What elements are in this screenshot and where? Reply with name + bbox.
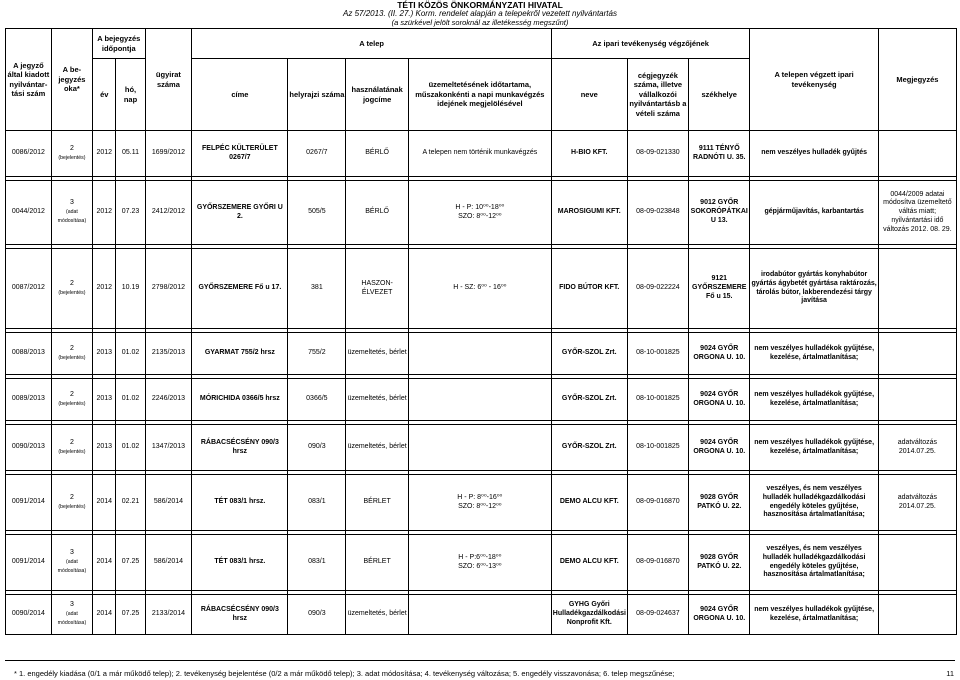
- cell-vegzo-neve: DEMO ALCU KFT.: [551, 475, 627, 531]
- cell-ho-nap: 01.02: [116, 379, 145, 421]
- bejegyzes-oka-kod: 2: [69, 493, 74, 501]
- cell-ev: 2012: [93, 181, 116, 245]
- cell-ugyirat: 1699/2012: [145, 131, 192, 177]
- col-ev: év: [93, 59, 116, 131]
- col-megjegyzes: Megjegyzés: [878, 29, 956, 131]
- cell-jogcim: BÉRLET: [346, 535, 409, 591]
- uzemeltetes-sor-2: SZO: 6⁰⁰-13⁰⁰: [458, 562, 502, 570]
- bejegyzes-oka-megjegyzes: (bejelentés): [58, 289, 86, 296]
- cell-ho-nap: 10.19: [116, 249, 145, 329]
- table-row: [6, 475, 957, 531]
- cell-szekhely: 9024 GYŐR ORGONA U. 10.: [689, 379, 750, 421]
- cell-cegjegyzek: 08-09-016870: [627, 535, 688, 591]
- cell-telep-cime: GYARMAT 755/2 hrsz: [192, 333, 288, 375]
- col-ugyirat: ügyirat száma: [145, 29, 192, 131]
- cell-bejegyzes-oka: [51, 131, 92, 177]
- uzemeltetes-sor-2: SZO: 8⁰⁰-12⁰⁰: [458, 502, 502, 510]
- cell-cegjegyzek: 08-09-016870: [627, 475, 688, 531]
- cell-telep-cime: TÉT 083/1 hrsz.: [192, 535, 288, 591]
- bejegyzes-oka-kod: 3: [69, 549, 74, 557]
- cell-vegzo-neve: H-BIO KFT.: [551, 131, 627, 177]
- cell-helyrajzi-szam: 0267/7: [288, 131, 346, 177]
- bejegyzes-oka-kod: 2: [69, 438, 74, 446]
- cell-telep-cime: MÓRICHIDA 0366/5 hrsz: [192, 379, 288, 421]
- cell-vegzo-neve: GYŐR-SZOL Zrt.: [551, 333, 627, 375]
- cell-ugyirat: 2412/2012: [145, 181, 192, 245]
- uzemeltetes-sor-1: H - P: 8⁰⁰-16⁰⁰: [457, 493, 503, 501]
- cell-ev: 2014: [93, 475, 116, 531]
- cell-helyrajzi-szam: 083/1: [288, 535, 346, 591]
- col-bejegyzes-idopontja: A bejegyzés időpontja: [93, 29, 145, 59]
- col-hasznalat: használatának jogcíme: [346, 59, 409, 131]
- uzemeltetes-sor-1: H - SZ: 6⁰⁰ - 16⁰⁰: [453, 284, 507, 292]
- cell-megjegyzes: adatváltozás 2014.07.25.: [878, 425, 956, 471]
- cell-uzemeltetes-ideje: [408, 333, 551, 375]
- col-ipari: Az ipari tevékenység végzőjének: [551, 29, 750, 59]
- cell-nyilvantartasi-szam: 0090/2013: [6, 425, 52, 471]
- cell-ho-nap: 01.02: [116, 333, 145, 375]
- cell-ho-nap: 07.25: [116, 595, 145, 635]
- cell-ho-nap: 07.23: [116, 181, 145, 245]
- col-tevekenyseg: A telepen végzett ipari tevékenység: [750, 29, 878, 131]
- cell-ev: 2014: [93, 535, 116, 591]
- col-neve: neve: [551, 59, 627, 131]
- cell-telep-cime: RÁBACSÉCSÉNY 090/3 hrsz: [192, 425, 288, 471]
- bejegyzes-oka-megjegyzes: (adat módosítása): [57, 559, 87, 574]
- cell-jogcim: BÉRLET: [346, 475, 409, 531]
- cell-bejegyzes-oka: [51, 249, 92, 329]
- cell-megjegyzes: [878, 535, 956, 591]
- cell-ugyirat: 2135/2013: [145, 333, 192, 375]
- cell-helyrajzi-szam: 090/3: [288, 595, 346, 635]
- cell-vegzo-neve: DEMO ALCU KFT.: [551, 535, 627, 591]
- bejegyzes-oka-kod: 3: [69, 601, 74, 609]
- cell-vegzo-neve: MAROSIGUMI KFT.: [551, 181, 627, 245]
- cell-megjegyzes: adatváltozás 2014.07.25.: [878, 475, 956, 531]
- col-helyrajzi: helyrajzi száma: [288, 59, 346, 131]
- cell-ho-nap: 05.11: [116, 131, 145, 177]
- document-subtitle: Az 57/2013. (II. 27.) Korm. rendelet alapján a telepekről vezetett nyilvántartás: [343, 9, 617, 18]
- col-cegjegyzek: cégjegyzék száma, illetve vállalkozói nyilvántartásb a vételi száma: [627, 59, 688, 131]
- cell-megjegyzes: [878, 249, 956, 329]
- cell-ho-nap: 01.02: [116, 425, 145, 471]
- cell-ho-nap: 07.25: [116, 535, 145, 591]
- table-row: [6, 249, 957, 329]
- cell-tevekenyseg: veszélyes, és nem veszélyes hulladék hulladékgazdálkodási engedély köteles gyűjtése, hasznosítása ártalmatlanítása;: [750, 475, 878, 531]
- cell-jogcim: üzemeltetés, bérlet: [346, 595, 409, 635]
- uzemeltetes-sor-1: A telepen nem történik munkavégzés: [422, 149, 538, 157]
- cell-tevekenyseg: nem veszélyes hulladékok gyűjtése, kezelése, ártalmatlanítása;: [750, 595, 878, 635]
- cell-jogcim: üzemeltetés, bérlet: [346, 333, 409, 375]
- cell-uzemeltetes-ideje: [408, 249, 551, 329]
- cell-jogcim: üzemeltetés, bérlet: [346, 425, 409, 471]
- cell-helyrajzi-szam: 755/2: [288, 333, 346, 375]
- cell-ev: 2014: [93, 595, 116, 635]
- cell-helyrajzi-szam: 381: [288, 249, 346, 329]
- cell-nyilvantartasi-szam: 0090/2014: [6, 595, 52, 635]
- cell-jogcim: HASZON-ÉLVEZET: [346, 249, 409, 329]
- cell-ugyirat: 586/2014: [145, 535, 192, 591]
- office-title: TÉTI KÖZÖS ÖNKORMÁNYZATI HIVATAL: [397, 0, 563, 10]
- footer-divider: [5, 660, 955, 661]
- bejegyzes-oka-megjegyzes: (bejelentés): [58, 354, 86, 361]
- uzemeltetes-sor-2: SZO: 8⁰⁰-12⁰⁰: [458, 212, 502, 220]
- cell-ugyirat: 586/2014: [145, 475, 192, 531]
- bejegyzes-oka-kod: 3: [69, 199, 74, 207]
- cell-vegzo-neve: GYHG Győri Hulladékgazdálkodási Nonprofit Kft.: [551, 595, 627, 635]
- cell-uzemeltetes-ideje: [408, 131, 551, 177]
- col-ho-nap: hó, nap: [116, 59, 145, 131]
- cell-cegjegyzek: 08-09-023848: [627, 181, 688, 245]
- cell-szekhely: 9024 GYŐR ORGONA U. 10.: [689, 333, 750, 375]
- cell-helyrajzi-szam: 0366/5: [288, 379, 346, 421]
- cell-megjegyzes: 0044/2009 adatai módosítva üzemeltető váltás miatt; nyilvántartási idő változás 2012. 08. 29.: [878, 181, 956, 245]
- cell-cegjegyzek: 08-09-021330: [627, 131, 688, 177]
- cell-tevekenyseg: gépjárműjavítás, karbantartás: [750, 181, 878, 245]
- cell-ugyirat: 1347/2013: [145, 425, 192, 471]
- col-telep: A telep: [192, 29, 551, 59]
- cell-ev: 2012: [93, 131, 116, 177]
- cell-nyilvantartasi-szam: 0086/2012: [6, 131, 52, 177]
- bejegyzes-oka-megjegyzes: (bejelentés): [58, 503, 86, 510]
- cell-cegjegyzek: 08-09-022224: [627, 249, 688, 329]
- cell-uzemeltetes-ideje: [408, 425, 551, 471]
- cell-helyrajzi-szam: 505/5: [288, 181, 346, 245]
- cell-ugyirat: 2798/2012: [145, 249, 192, 329]
- bejegyzes-oka-megjegyzes: (bejelentés): [58, 448, 86, 455]
- table-row: [6, 425, 957, 471]
- footer-legend: * 1. engedély kiadása (0/1 a már működő telep); 2. tevékenység bejelentése (0/2 a már működő telep); 3. adat módosítása; 4. tevékenység változása; 5. engedély visszavonása; 6. telep megszűnése;: [14, 669, 675, 678]
- table-row: [6, 379, 957, 421]
- register-table: [5, 28, 957, 635]
- cell-nyilvantartasi-szam: 0088/2013: [6, 333, 52, 375]
- cell-bejegyzes-oka: [51, 333, 92, 375]
- uzemeltetes-sor-1: H - P:6⁰⁰-18⁰⁰: [458, 553, 502, 561]
- bejegyzes-oka-megjegyzes: (adat módosítása): [57, 209, 87, 224]
- cell-tevekenyseg: nem veszélyes hulladékok gyűjtése, kezelése, ártalmatlanítása;: [750, 425, 878, 471]
- cell-megjegyzes: [878, 333, 956, 375]
- cell-jogcim: BÉRLŐ: [346, 131, 409, 177]
- cell-szekhely: 9024 GYŐR ORGONA U. 10.: [689, 425, 750, 471]
- cell-nyilvantartasi-szam: 0091/2014: [6, 475, 52, 531]
- cell-cegjegyzek: 08-09-024637: [627, 595, 688, 635]
- table-row: [6, 595, 957, 635]
- cell-uzemeltetes-ideje: [408, 181, 551, 245]
- cell-bejegyzes-oka: [51, 595, 92, 635]
- cell-tevekenyseg: nem veszélyes hulladék gyűjtés: [750, 131, 878, 177]
- col-bejegyzes-oka: A be-jegyzés oka*: [51, 29, 92, 131]
- page-number: 11: [946, 669, 954, 678]
- bejegyzes-oka-megjegyzes: (adat módosítása): [57, 611, 87, 626]
- cell-nyilvantartasi-szam: 0087/2012: [6, 249, 52, 329]
- bejegyzes-oka-megjegyzes: (bejelentés): [58, 154, 86, 161]
- cell-szekhely: 9111 TÉNYŐ RADNÓTI U. 35.: [689, 131, 750, 177]
- register-body: [6, 131, 957, 635]
- cell-tevekenyseg: irodabútor gyártás konyhabútor gyártás ágybetét gyártása raktározás, tárolás bútor, lakberendezési tárgy javítása: [750, 249, 878, 329]
- cell-tevekenyseg: nem veszélyes hulladékok gyűjtése, kezelése, ártalmatlanítása;: [750, 379, 878, 421]
- cell-telep-cime: GYŐRSZEMERE GYŐRI U 2.: [192, 181, 288, 245]
- cell-szekhely: 9028 GYŐR PATKÓ U. 22.: [689, 475, 750, 531]
- col-uzemeltetes: üzemeltetésének időtartama, műszakonkénti a napi munkavégzés idejének megjelölésével: [408, 59, 551, 131]
- cell-ho-nap: 02.21: [116, 475, 145, 531]
- cell-uzemeltetes-ideje: [408, 475, 551, 531]
- cell-jogcim: üzemeltetés, bérlet: [346, 379, 409, 421]
- cell-nyilvantartasi-szam: 0091/2014: [6, 535, 52, 591]
- cell-vegzo-neve: GYŐR-SZOL Zrt.: [551, 379, 627, 421]
- bejegyzes-oka-kod: 2: [69, 144, 74, 152]
- bejegyzes-oka-kod: 2: [69, 279, 74, 287]
- cell-telep-cime: GYŐRSZEMERE Fő u 17.: [192, 249, 288, 329]
- cell-bejegyzes-oka: [51, 475, 92, 531]
- cell-szekhely: 9012 GYŐR SOKORÓPÁTKAI U 13.: [689, 181, 750, 245]
- cell-ev: 2012: [93, 249, 116, 329]
- col-szekhelye: székhelye: [689, 59, 750, 131]
- cell-tevekenyseg: nem veszélyes hulladékok gyűjtése, kezelése, ártalmatlanítása;: [750, 333, 878, 375]
- col-jegyzo: A jegyző által kiadott nyilvántar-tási szám: [6, 29, 52, 131]
- cell-jogcim: BÉRLŐ: [346, 181, 409, 245]
- footer: [0, 660, 960, 680]
- table-row: [6, 535, 957, 591]
- cell-bejegyzes-oka: [51, 379, 92, 421]
- cell-bejegyzes-oka: [51, 425, 92, 471]
- cell-nyilvantartasi-szam: 0044/2012: [6, 181, 52, 245]
- cell-helyrajzi-szam: 090/3: [288, 425, 346, 471]
- cell-bejegyzes-oka: [51, 181, 92, 245]
- cell-ugyirat: 2246/2013: [145, 379, 192, 421]
- cell-cegjegyzek: 08-10-001825: [627, 379, 688, 421]
- bejegyzes-oka-kod: 2: [69, 390, 74, 398]
- cell-telep-cime: FELPÉC KÜLTERÜLET 0267/7: [192, 131, 288, 177]
- cell-megjegyzes: [878, 595, 956, 635]
- cell-telep-cime: RÁBACSÉCSÉNY 090/3 hrsz: [192, 595, 288, 635]
- cell-ev: 2013: [93, 425, 116, 471]
- cell-szekhely: 9028 GYŐR PATKÓ U. 22.: [689, 535, 750, 591]
- cell-szekhely: 9024 GYŐR ORGONA U. 10.: [689, 595, 750, 635]
- cell-ugyirat: 2133/2014: [145, 595, 192, 635]
- cell-ev: 2013: [93, 333, 116, 375]
- cell-uzemeltetes-ideje: [408, 379, 551, 421]
- cell-helyrajzi-szam: 083/1: [288, 475, 346, 531]
- cell-uzemeltetes-ideje: [408, 535, 551, 591]
- cell-ev: 2013: [93, 379, 116, 421]
- cell-cegjegyzek: 08-10-001825: [627, 333, 688, 375]
- cell-megjegyzes: [878, 379, 956, 421]
- cell-cegjegyzek: 08-10-001825: [627, 425, 688, 471]
- bejegyzes-oka-megjegyzes: (bejelentés): [58, 400, 86, 407]
- table-row: [6, 131, 957, 177]
- table-row: [6, 181, 957, 245]
- table-row: [6, 333, 957, 375]
- col-cime: címe: [192, 59, 288, 131]
- bejegyzes-oka-kod: 2: [69, 344, 74, 352]
- cell-vegzo-neve: GYŐR-SZOL Zrt.: [551, 425, 627, 471]
- cell-uzemeltetes-ideje: [408, 595, 551, 635]
- uzemeltetes-sor-1: H - P: 10⁰⁰-18⁰⁰: [455, 203, 505, 211]
- cell-tevekenyseg: veszélyes, és nem veszélyes hulladék hulladékgazdálkodási engedély köteles gyűjtése, hasznosítása ártalmatlanítása;: [750, 535, 878, 591]
- grey-rows-note: (a szürkével jelölt soroknál az illetékesség megszűnt): [391, 18, 569, 27]
- cell-megjegyzes: [878, 131, 956, 177]
- cell-nyilvantartasi-szam: 0089/2013: [6, 379, 52, 421]
- cell-bejegyzes-oka: [51, 535, 92, 591]
- cell-szekhely: 9121 GYŐRSZEMERE Fő u 15.: [689, 249, 750, 329]
- cell-telep-cime: TÉT 083/1 hrsz.: [192, 475, 288, 531]
- cell-vegzo-neve: FIDO BÚTOR KFT.: [551, 249, 627, 329]
